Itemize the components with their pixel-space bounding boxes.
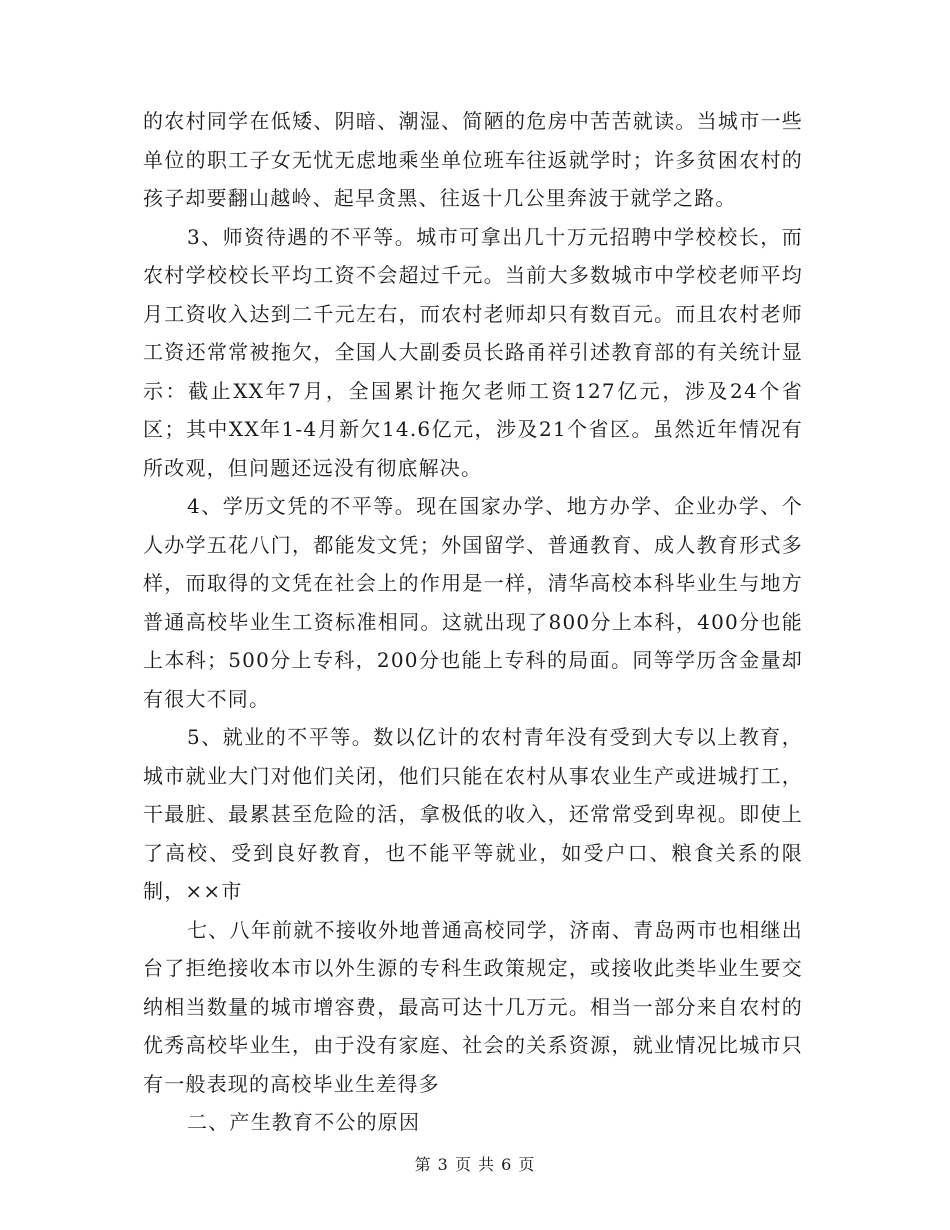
paragraph-2: 3、师资待遇的不平等。城市可拿出几十万元招聘中学校校长，而农村学校校长平均工资不会超过千元。当前大多数城市中学校老师平均月工资收入达到二千元左右，而农村老师却只有数百元。而且农村老师工资还常常被拖欠，全国人大副委员长路甬祥引述教育部的有关统计显示：截止XX年7月，全国累计拖欠老师工资127亿元，涉及24个省区；其中XX年1-4月新欠14.6亿元，涉及21个省区。虽然近年情况有所改观，但问题还远没有彻底解决。 <box>143 224 803 480</box>
paragraph-1: 的农村同学在低矮、阴暗、潮湿、简陋的危房中苦苦就读。当城市一些单位的职工子女无忧无虑地乘坐单位班车往返就学时；许多贫困农村的孩子却要翻山越岭、起早贪黑、往返十几公里奔波于就学之路。 <box>143 109 803 210</box>
paragraph-4: 5、就业的不平等。数以亿计的农村青年没有受到大专以上教育，城市就业大门对他们关闭，他们只能在农村从事农业生产或进城打工，干最脏、最累甚至危险的活，拿极低的收入，还常常受到卑视。即使上了高校、受到良好教育，也不能平等就业，如受户口、粮食关系的限制，××市 <box>143 725 803 903</box>
paragraph-3: 4、学历文凭的不平等。现在国家办学、地方办学、企业办学、个人办学五花八门，都能发文凭；外国留学、普通教育、成人教育形式多样，而取得的文凭在社会上的作用是一样，清华高校本科毕业生与地方普通高校毕业生工资标准相同。这就出现了800分上本科，400分也能上本科；500分上专科，200分也能上专科的局面。同等学历含金量却有很大不同。 <box>143 494 803 711</box>
section-heading: 二、产生教育不公的原因 <box>187 1110 421 1134</box>
paragraph-5: 七、八年前就不接收外地普通高校同学，济南、青岛两市也相继出台了拒绝接收本市以外生源的专科生政策规定，或接收此类毕业生要交纳相当数量的城市增容费，最高可达十几万元。相当一部分来自农村的优秀高校毕业生，由于没有家庭、社会的关系资源，就业情况比城市只有一般表现的高校毕业生差得多 <box>143 917 803 1096</box>
page-number-footer: 第 3 页 共 6 页 <box>414 1155 536 1174</box>
document-body <box>143 102 803 1142</box>
